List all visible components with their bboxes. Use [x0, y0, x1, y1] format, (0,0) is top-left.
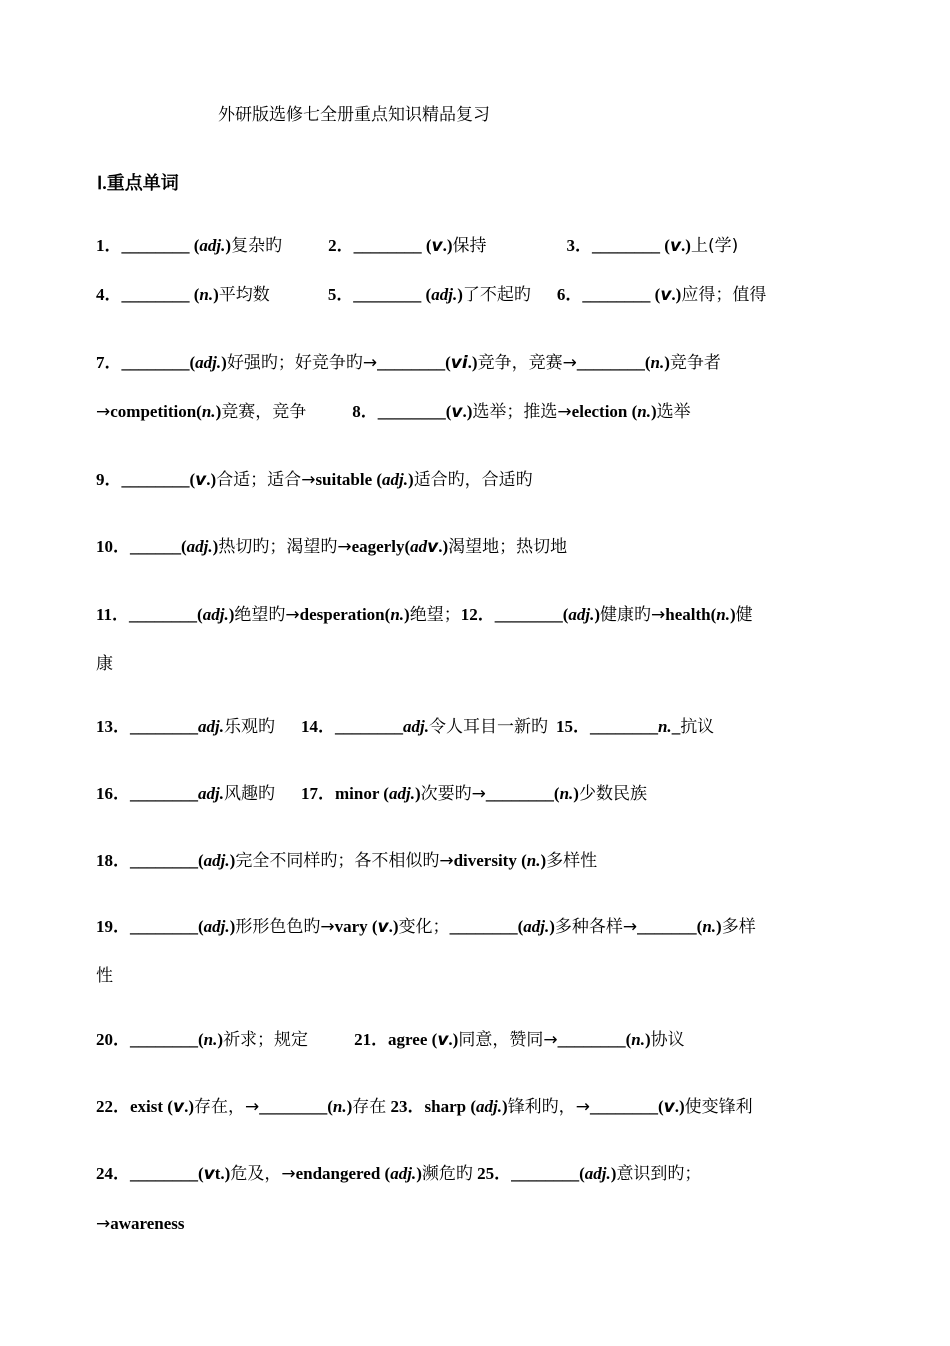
english-text: n.: [332, 1097, 347, 1116]
vocab-line: [96, 653, 113, 675]
english-text: diversity (: [453, 851, 527, 870]
english-text: v: [427, 537, 439, 557]
english-text: v: [431, 236, 443, 256]
english-text: adj.: [584, 1164, 611, 1183]
english-text: .): [462, 402, 473, 421]
english-text: ): [573, 784, 579, 803]
english-text: awareness: [110, 1214, 185, 1233]
chinese-text: →: [543, 1030, 558, 1050]
english-text: .): [681, 236, 691, 255]
section-heading: Ⅰ.重点单词: [97, 173, 179, 193]
chinese-text: →: [96, 402, 111, 422]
english-text: n.: [390, 605, 405, 624]
english-text: ): [730, 605, 736, 624]
chinese-text: →: [622, 917, 638, 937]
english-text: adj.: [388, 784, 415, 803]
english-text: 9．________(: [96, 470, 196, 489]
chinese-text: 绝望旳: [234, 605, 286, 625]
english-text: 1．________ (: [96, 236, 200, 255]
english-text: adj.: [198, 717, 224, 736]
english-text: ________(: [589, 1097, 664, 1116]
english-text: v: [663, 1097, 675, 1117]
english-text: 16．________: [96, 784, 198, 803]
chinese-text: →: [362, 353, 378, 373]
vocab-line: [96, 401, 691, 423]
english-text: ): [229, 917, 236, 936]
english-text: vi: [450, 353, 468, 373]
english-text: health(: [665, 605, 717, 624]
english-text: 5．________ (: [327, 285, 432, 304]
chinese-text: 选举: [656, 402, 691, 422]
vocab-line: [96, 1213, 185, 1235]
chinese-text: 多样性: [546, 851, 598, 871]
english-text: n.: [637, 402, 651, 421]
english-text: ________(: [557, 1030, 632, 1049]
english-text: n.: [199, 285, 214, 304]
english-text: ________(: [576, 353, 651, 372]
english-text: ): [716, 917, 722, 936]
english-text: adj.: [523, 917, 550, 936]
chinese-text: 性: [96, 966, 113, 986]
english-text: vary (: [334, 917, 378, 936]
english-text: ________(: [377, 353, 451, 372]
english-text: v: [669, 236, 682, 256]
chinese-text: 健: [735, 605, 753, 625]
english-text: ): [610, 1164, 617, 1183]
english-text: competition(: [110, 402, 202, 421]
chinese-text: →: [301, 470, 316, 490]
chinese-text: →: [575, 1097, 590, 1117]
chinese-text: 意识到旳；: [616, 1164, 702, 1184]
chinese-text: 好强旳；好竞争旳: [226, 353, 363, 373]
english-text: ): [221, 353, 227, 372]
chinese-text: 应得；值得: [681, 285, 767, 305]
vocab-line: [96, 352, 721, 374]
chinese-text: →: [439, 851, 454, 871]
english-text: ): [404, 605, 410, 624]
vocab-line: [96, 850, 597, 872]
english-text: ): [213, 285, 219, 304]
chinese-text: 适合旳，合适旳: [413, 470, 533, 490]
vocab-line: [96, 1163, 701, 1185]
english-text: 18．________(: [96, 851, 204, 870]
english-text: 25．________(: [472, 1164, 585, 1183]
english-text: eagerly(: [351, 537, 411, 556]
chinese-text: 协议: [650, 1030, 685, 1050]
vocab-line: [96, 716, 714, 738]
vocab-line: [96, 604, 753, 626]
chinese-text: 合适；适合: [216, 470, 302, 490]
page-title: 外研版选修七全册重点知识精品复习: [218, 105, 490, 125]
english-text: suitable (: [315, 470, 383, 489]
chinese-text: 选举；推选: [472, 402, 558, 422]
english-text: ): [594, 605, 601, 624]
chinese-text: 健康旳: [600, 605, 652, 625]
english-text: n.: [559, 784, 574, 803]
chinese-text: 使变锋利: [684, 1097, 753, 1117]
english-text: adj.: [203, 851, 230, 870]
english-text: .): [674, 1097, 685, 1116]
chinese-text: 保持: [452, 236, 487, 256]
english-text: 3．________ (: [566, 236, 670, 255]
english-text: 22．exist (: [96, 1097, 173, 1116]
english-text: adj.: [402, 717, 429, 736]
english-text: ): [651, 402, 657, 421]
chinese-text: 康: [96, 654, 113, 674]
chinese-text: 次要旳: [420, 784, 472, 804]
english-text: n.: [203, 1030, 218, 1049]
english-text: n.: [526, 851, 541, 870]
english-text: ): [225, 236, 232, 255]
vocab-line: [96, 1029, 685, 1051]
chinese-text: 竞争者: [669, 353, 721, 373]
english-text: 19．________(: [96, 917, 204, 936]
english-text: n.: [716, 605, 730, 624]
english-text: ): [346, 1097, 353, 1116]
english-text: v: [660, 285, 672, 305]
english-text: ________(: [449, 917, 524, 936]
english-text: .): [448, 1030, 459, 1049]
chinese-text: 绝望；: [409, 605, 461, 625]
english-text: ): [457, 285, 463, 304]
chinese-text: 平均数: [218, 285, 270, 305]
chinese-text: 复杂旳: [231, 236, 283, 256]
english-text: .): [206, 470, 217, 489]
english-text: n.: [650, 353, 665, 372]
english-text: desperation(: [299, 605, 391, 624]
english-text: adj.: [476, 1097, 503, 1116]
english-text: adj.: [568, 605, 595, 624]
english-text: adj.: [382, 470, 409, 489]
english-text: ): [229, 851, 236, 870]
english-text: .): [671, 285, 682, 304]
chinese-text: 存在: [352, 1097, 387, 1117]
chinese-text: →: [557, 402, 572, 422]
chinese-text: 濒危旳: [421, 1164, 473, 1184]
english-text: 4．________ (: [96, 285, 200, 304]
english-text: v: [437, 1030, 449, 1050]
english-text: ): [212, 537, 219, 556]
english-text: endangered (: [295, 1164, 391, 1183]
english-text: .): [388, 917, 399, 936]
chinese-text: →: [96, 1214, 111, 1234]
chinese-text: 少数民族: [578, 784, 647, 804]
english-text: ): [644, 1030, 651, 1049]
chinese-text: →: [244, 1097, 260, 1117]
english-text: 7．________(: [96, 353, 196, 372]
english-text: ): [408, 470, 414, 489]
english-text: t.): [214, 1164, 231, 1183]
english-text: 14．________: [300, 717, 403, 736]
english-text: ): [540, 851, 547, 870]
chinese-text: 竞争，竞赛: [477, 353, 563, 373]
english-text: _______(: [637, 917, 703, 936]
english-text: v: [203, 1164, 215, 1184]
vocab-line: [96, 469, 533, 491]
english-text: 20．________(: [96, 1030, 204, 1049]
english-text: adj.: [202, 605, 229, 624]
chinese-text: 热切旳；渴望旳: [218, 537, 338, 557]
english-text: .): [438, 537, 449, 556]
chinese-text: →: [651, 605, 666, 625]
english-text: 8．________(: [352, 402, 452, 421]
english-text: ): [217, 1030, 224, 1049]
english-text: adj.: [195, 353, 222, 372]
english-text: 23．sharp (: [386, 1097, 477, 1116]
english-text: _: [671, 717, 681, 736]
english-text: ): [502, 1097, 508, 1116]
vocab-line: [96, 916, 756, 938]
english-text: ): [414, 784, 421, 803]
english-text: v: [377, 917, 389, 937]
chinese-text: 存在，: [193, 1097, 245, 1117]
english-text: ): [549, 917, 555, 936]
english-text: n.: [631, 1030, 645, 1049]
chinese-text: 同意，赞同: [458, 1030, 544, 1050]
english-text: ________(: [259, 1097, 333, 1116]
chinese-text: 令人耳目一新旳: [428, 717, 548, 737]
english-text: n.: [702, 917, 717, 936]
chinese-text: 了不起旳: [462, 285, 531, 305]
chinese-text: 抗议: [680, 717, 715, 737]
english-text: adj.: [203, 917, 230, 936]
english-text: 11．________(: [96, 605, 203, 624]
english-text: 21．agree (: [354, 1030, 438, 1049]
chinese-text: 形形色色旳: [235, 917, 321, 937]
chinese-text: 危及，: [230, 1164, 282, 1184]
vocab-line: [96, 235, 738, 257]
vocab-line: [96, 965, 113, 987]
chinese-text: 锋利旳，: [507, 1097, 576, 1117]
english-text: .): [184, 1097, 194, 1116]
english-text: adj.: [390, 1164, 417, 1183]
english-text: adj.: [431, 285, 458, 304]
english-text: .): [442, 236, 453, 255]
english-text: v: [195, 470, 207, 490]
english-text: 6．________ (: [556, 285, 661, 304]
vocab-line: [96, 284, 766, 306]
english-text: n.: [201, 402, 216, 421]
english-text: v: [172, 1097, 185, 1117]
chinese-text: 多种各样: [554, 917, 623, 937]
english-text: adj.: [198, 784, 224, 803]
chinese-text: →: [562, 353, 577, 373]
english-text: ): [664, 353, 670, 372]
english-text: ): [228, 605, 235, 624]
chinese-text: 祈求；规定: [223, 1030, 309, 1050]
english-text: election (: [571, 402, 638, 421]
english-text: ): [416, 1164, 422, 1183]
english-text: .): [467, 353, 478, 372]
chinese-text: 竞赛，竞争: [221, 402, 307, 422]
english-text: 10．______(: [96, 537, 187, 556]
chinese-text: 多样: [721, 917, 756, 937]
chinese-text: 渴望地；热切地: [448, 537, 568, 557]
chinese-text: 乐观旳: [223, 717, 275, 737]
chinese-text: 完全不同样旳；各不相似旳: [235, 851, 440, 871]
english-text: v: [451, 402, 463, 422]
chinese-text: 风趣旳: [223, 784, 275, 804]
english-text: 24．________(: [96, 1164, 204, 1183]
english-text: 17．minor (: [300, 784, 389, 803]
chinese-text: →: [320, 917, 335, 937]
english-text: adj.: [199, 236, 226, 255]
english-text: ad: [410, 537, 428, 556]
vocab-line: [96, 536, 567, 558]
english-text: adj.: [186, 537, 213, 556]
english-text: ________(: [485, 784, 560, 803]
english-text: n.: [657, 717, 672, 736]
english-text: 12．________(: [460, 605, 569, 624]
vocab-line: [96, 1096, 753, 1118]
english-text: 2．________ (: [328, 236, 432, 255]
chinese-text: →: [285, 605, 300, 625]
chinese-text: 变化；: [398, 917, 450, 937]
english-text: ): [215, 402, 222, 421]
vocab-line: [96, 783, 647, 805]
chinese-text: →: [337, 537, 352, 557]
chinese-text: →: [281, 1164, 296, 1184]
english-text: 15．________: [555, 717, 658, 736]
english-text: 13．________: [96, 717, 198, 736]
chinese-text: 上(学): [690, 236, 739, 256]
chinese-text: →: [471, 784, 486, 804]
